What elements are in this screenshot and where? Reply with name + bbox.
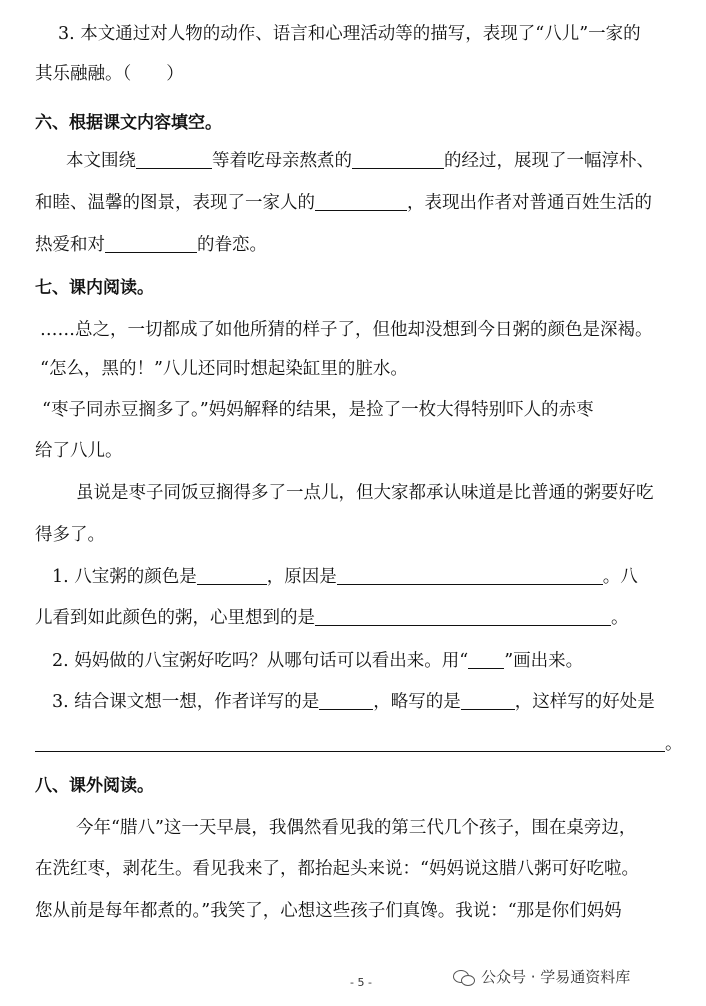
answer-blank[interactable] [35, 733, 665, 752]
section-6-title: 六、根据课文内容填空。 [35, 113, 222, 133]
wechat-icon [453, 968, 475, 986]
watermark [453, 966, 630, 987]
passage-para-4b: 得多了。 [35, 525, 105, 545]
section-7-title: 七、课内阅读。 [35, 278, 154, 298]
answer-blank[interactable] [136, 150, 212, 169]
q3-line-2: 其乐融融。（ ） [35, 64, 184, 84]
question-3-line-2: 。 [35, 733, 683, 755]
answer-blank[interactable] [197, 566, 267, 585]
q3-line-1: 3. 本文通过对人物的动作、语言和心理活动等的描写，表现了“八儿”一家的 [58, 24, 641, 44]
answer-blank[interactable] [461, 691, 515, 710]
answer-blank[interactable] [468, 650, 504, 669]
answer-blank[interactable] [352, 150, 444, 169]
fill-line-1: 本文围绕 等着吃母亲熬煮的 的经过，展现了一幅淳朴、 [66, 151, 654, 171]
extra-passage-line-1: 今年“腊八”这一天早晨，我偶然看见我的第三代几个孩子，围在桌旁边， [76, 818, 637, 838]
answer-blank[interactable] [315, 607, 611, 626]
answer-blank[interactable] [105, 234, 197, 253]
question-1-line-2: 儿看到如此颜色的粥，心里想到的是 。 [35, 608, 629, 628]
question-2: 2. 妈妈做的八宝粥好吃吗？从哪句话可以看出来。用“ ”画出来。 [52, 651, 584, 671]
passage-para-4a: 虽说是枣子同饭豆搁得多了一点儿，但大家都承认味道是比普通的粥要好吃 [76, 483, 654, 503]
extra-passage-line-3: 您从前是每年都煮的。”我笑了，心想这些孩子们真馋。我说：“那是你们妈妈 [35, 901, 622, 921]
page-number: - 5 - [350, 976, 372, 989]
fill-line-2: 和睦、温馨的图景，表现了一家人的 ，表现出作者对普通百姓生活的 [35, 193, 652, 213]
passage-para-2: “怎么，黑的！”八儿还同时想起染缸里的脏水。 [40, 359, 408, 379]
fill-line-3: 热爱和对 的眷恋。 [35, 235, 267, 255]
question-1-line-1: 1. 八宝粥的颜色是 ，原因是 。八 [52, 567, 638, 587]
account-name: 公众号 · 学易通资料库 [481, 968, 631, 986]
passage-para-3a: “枣子同赤豆搁多了。”妈妈解释的结果，是捡了一枚大得特别吓人的赤枣 [42, 400, 594, 420]
passage-para-3b: 给了八儿。 [35, 441, 123, 461]
answer-blank[interactable] [315, 192, 407, 211]
question-3-line-1: 3. 结合课文想一想，作者详写的是 ，略写的是 ，这样写的好处是 [52, 692, 655, 712]
answer-blank[interactable] [319, 691, 373, 710]
section-8-title: 八、课外阅读。 [35, 776, 154, 796]
passage-para-1: ……总之，一切都成了如他所猜的样子了，但他却没想到今日粥的颜色是深褐。 [40, 320, 653, 340]
extra-passage-line-2: 在洗红枣，剥花生。看见我来了，都抬起头来说：“妈妈说这腊八粥可好吃啦。 [35, 859, 639, 879]
answer-blank[interactable] [337, 566, 603, 585]
